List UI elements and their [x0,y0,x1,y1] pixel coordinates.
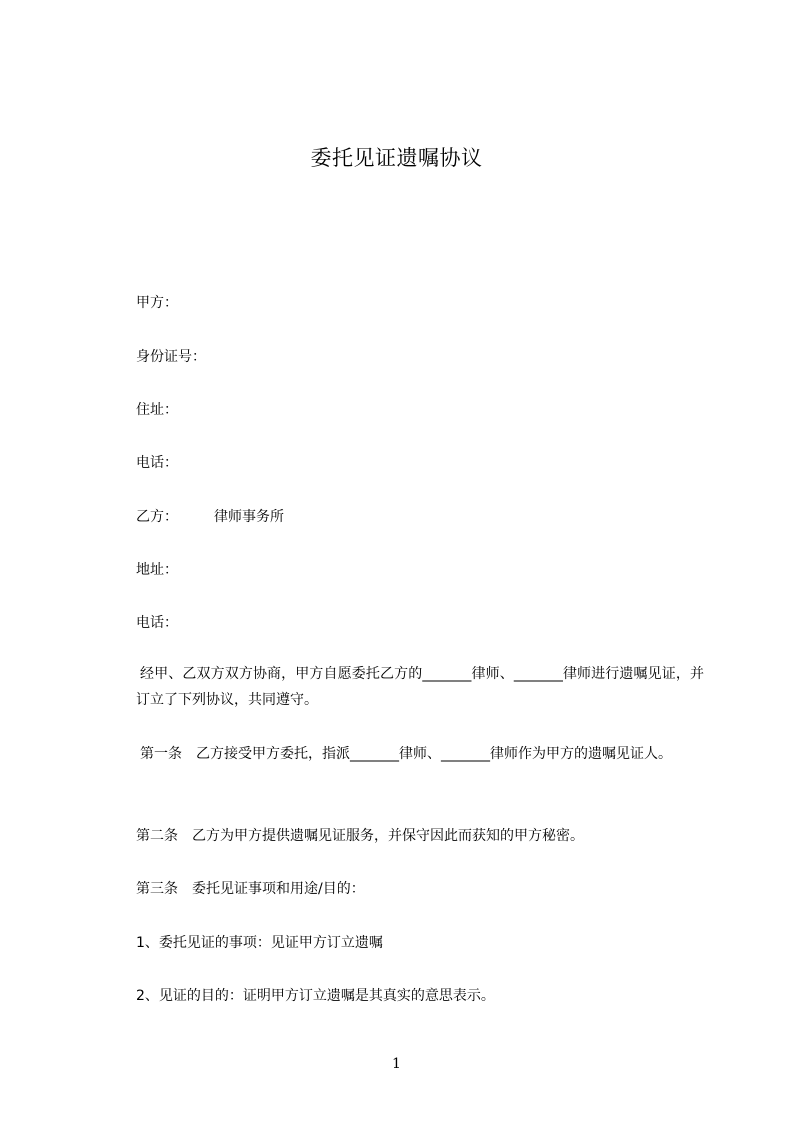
party-a-address-label: 住址： [136,402,178,418]
intro-paragraph: 经甲、乙双方双方协商，甲方自愿委托乙方的_______律师、_______律师进行遗嘱见证，并订立了下列协议，共同遵守。 [136,666,704,708]
article-1: 第一条 乙方接受甲方委托，指派_______律师、_______律师作为甲方的遗嘱见证人。 [140,746,672,762]
article-3: 第三条 委托见证事项和用途/目的： [136,881,365,897]
page-number: 1 [392,1056,401,1072]
party-a-label: 甲方： [136,295,178,311]
article-3-item-2: 2、见证的目的：证明甲方订立遗嘱是其真实的意思表示。 [136,988,495,1004]
document-title: 委托见证遗嘱协议 [310,146,483,170]
party-b-label: 乙方： [136,509,178,525]
party-b-phone-label: 电话： [136,615,178,631]
article-3-item-1: 1、委托见证的事项：见证甲方订立遗嘱 [136,935,383,951]
article-2: 第二条 乙方为甲方提供遗嘱见证服务，并保守因此而获知的甲方秘密。 [136,828,584,844]
party-b-address-label: 地址： [136,562,178,578]
party-a-phone-label: 电话： [136,455,178,471]
party-a-id-label: 身份证号： [136,349,206,365]
party-b-firm: 律师事务所 [214,509,284,525]
party-b-line [136,506,284,526]
